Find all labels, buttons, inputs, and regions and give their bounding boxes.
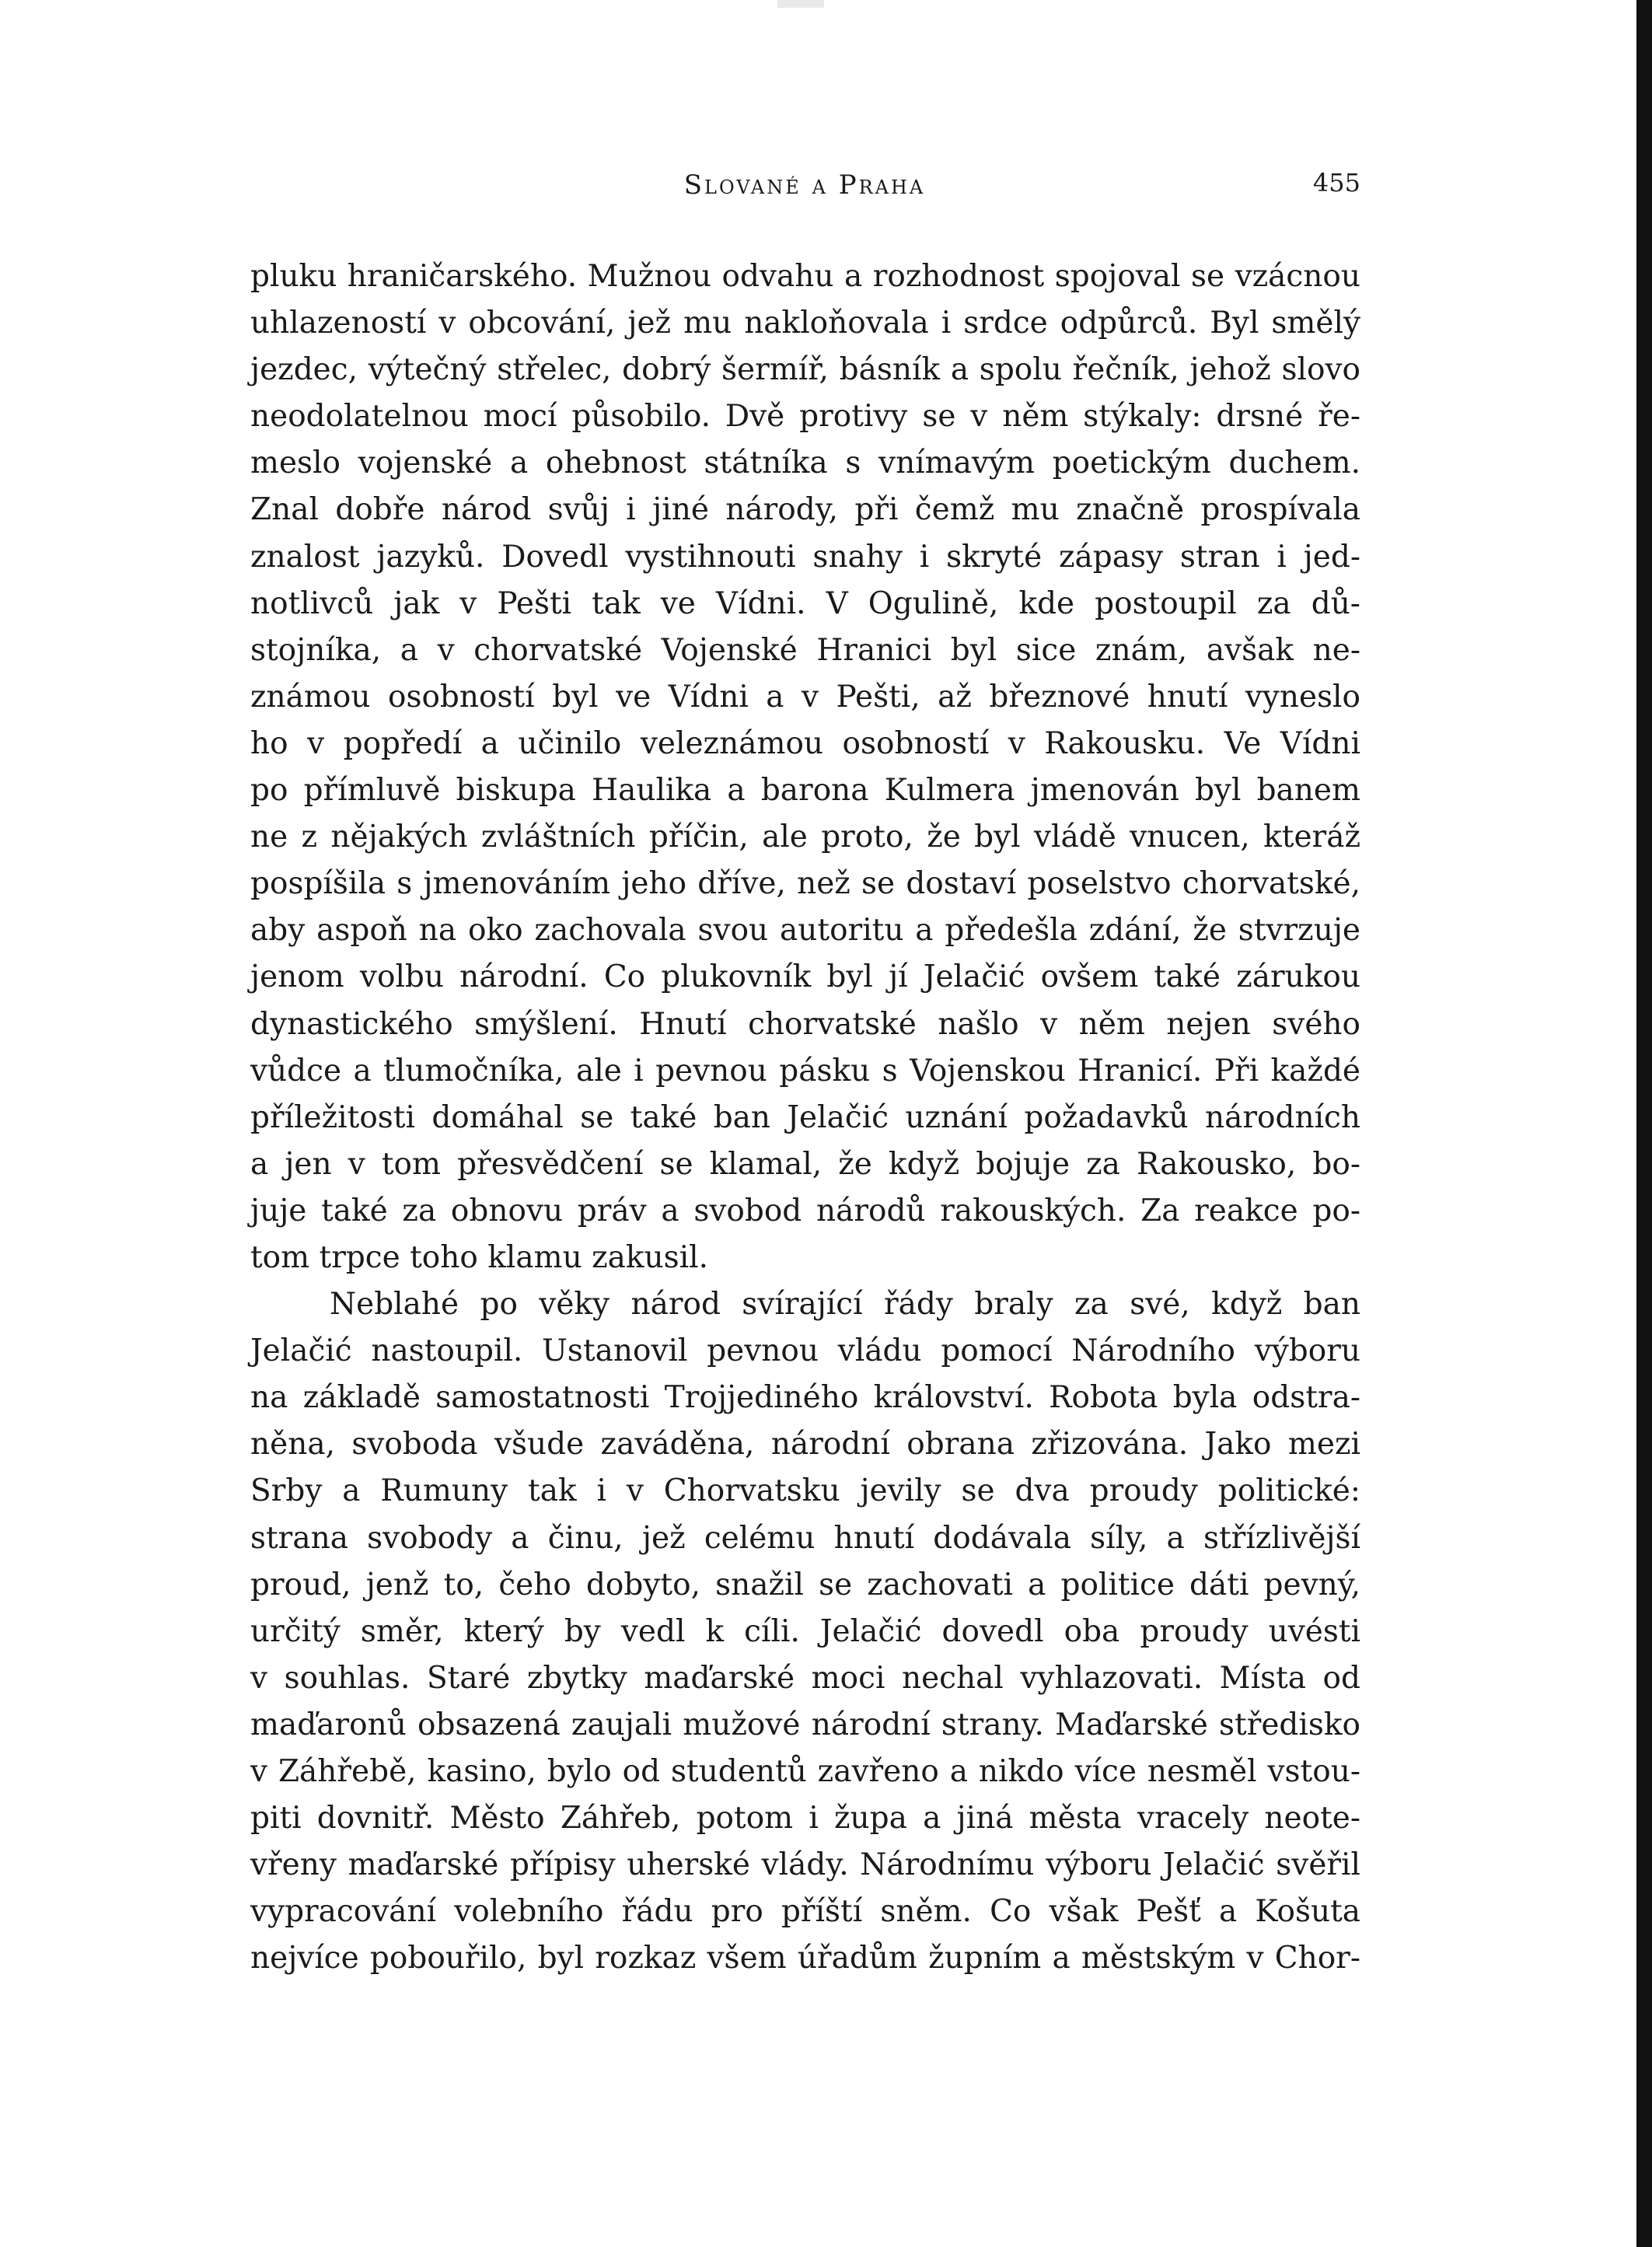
- text-line: vřeny maďarské přípisy uherské vlády. Národnímu výboru Jelačić svěřil: [250, 1847, 1360, 1883]
- text-line: notlivců jak v Pešti tak ve Vídni. V Ogulině, kde postoupil za dů-: [250, 585, 1360, 621]
- scan-mark: [777, 0, 824, 8]
- text-line: piti dovnitř. Město Záhřeb, potom i župa a jiná města vracely neote-: [250, 1801, 1360, 1836]
- text-line: pluku hraničarského. Mužnou odvahu a rozhodnost spojoval se vzácnou: [250, 259, 1360, 294]
- text-line: Neblahé po věky národ svírající řády braly za své, když ban: [330, 1287, 1360, 1323]
- text-line: jenom volbu národní. Co plukovník byl jí Jelačić ovšem také zárukou: [250, 959, 1360, 995]
- text-line: Znal dobře národ svůj i jiné národy, při čemž mu značně prospívala: [250, 492, 1360, 528]
- text-line: uhlazeností v obcování, jež mu nakloňovala i srdce odpůrců. Byl smělý: [250, 306, 1360, 341]
- text-line: pospíšila s jmenováním jeho dříve, než se dostaví poselstvo chorvatské,: [250, 866, 1360, 902]
- text-line: tom trpce toho klamu zakusil.: [250, 1239, 709, 1275]
- text-line: Jelačić nastoupil. Ustanovil pevnou vládu pomocí Národního výboru: [250, 1333, 1360, 1369]
- text-line: Srby a Rumuny tak i v Chorvatsku jevily se dva proudy politické:: [250, 1473, 1360, 1509]
- text-line: v Záhřebě, kasino, bylo od studentů zavřeno a nikdo více nesměl vstou-: [250, 1754, 1360, 1789]
- text-line: na základě samostatnosti Trojjediného království. Robota byla odstra-: [250, 1380, 1360, 1416]
- scan-edge: [1636, 0, 1652, 2247]
- body-text: [250, 253, 1360, 1982]
- text-line: jezdec, výtečný střelec, dobrý šermíř, básník a spolu řečník, jehož slovo: [250, 352, 1360, 388]
- page-number: 455: [1312, 168, 1360, 197]
- text-line: strana svobody a činu, jež celému hnutí dodávala síly, a střízlivější: [250, 1520, 1360, 1556]
- text-line: neodolatelnou mocí působilo. Dvě protivy se v něm stýkaly: drsné ře-: [250, 399, 1360, 435]
- text-line: aby aspoň na oko zachovala svou autoritu a předešla zdání, že stvrzuje: [250, 913, 1360, 949]
- text-line: známou osobností byl ve Vídni a v Pešti, až březnové hnutí vyneslo: [250, 679, 1360, 715]
- text-line: stojníka, a v chorvatské Vojenské Hranici byl sice znám, avšak ne-: [250, 632, 1360, 668]
- text-line: juje také za obnovu práv a svobod národů rakouských. Za reakce po-: [250, 1193, 1360, 1228]
- text-line: nejvíce pobouřilo, byl rozkaz všem úřadům župním a městským v Chor-: [250, 1941, 1360, 1976]
- text-line: maďaronů obsazená zaujali mužové národní strany. Maďarské středisko: [250, 1707, 1360, 1742]
- text-line: vůdce a tlumočníka, ale i pevnou pásku s Vojenskou Hranicí. Při každé: [250, 1053, 1360, 1089]
- text-line: po přímluvě biskupa Haulika a barona Kulmera jmenován byl banem: [250, 773, 1360, 809]
- text-line: v souhlas. Staré zbytky maďarské moci nechal vyhlazovati. Místa od: [250, 1660, 1360, 1696]
- text-line: určitý směr, který by vedl k cíli. Jelačić dovedl oba proudy uvésti: [250, 1613, 1360, 1649]
- text-line: znalost jazyků. Dovedl vystihnouti snahy i skryté zápasy stran i jed-: [250, 539, 1360, 575]
- text-line: něna, svoboda všude zaváděna, národní obrana zřizována. Jako mezi: [250, 1427, 1360, 1462]
- text-line: vypracování volebního řádu pro příští sněm. Co však Pešť a Košuta: [250, 1894, 1360, 1930]
- running-title: Slované a Praha: [683, 169, 926, 201]
- text-line: dynastického smýšlení. Hnutí chorvatské našlo v něm nejen svého: [250, 1006, 1360, 1042]
- text-line: meslo vojenské a ohebnost státníka s vnímavým poetickým duchem.: [250, 446, 1360, 481]
- running-header: [249, 165, 1360, 211]
- text-line: ho v popředí a učinilo veleznámou osobností v Rakousku. Ve Vídni: [250, 725, 1360, 761]
- text-line: ne z nějakých zvláštních příčin, ale proto, že byl vládě vnucen, kteráž: [250, 819, 1360, 855]
- text-line: příležitosti domáhal se také ban Jelačić uznání požadavků národních: [250, 1099, 1360, 1135]
- text-line: proud, jenž to, čeho dobyto, snažil se zachovati a politice dáti pevný,: [250, 1567, 1360, 1602]
- text-line: a jen v tom přesvědčení se klamal, že když bojuje za Rakousko, bo-: [250, 1146, 1360, 1182]
